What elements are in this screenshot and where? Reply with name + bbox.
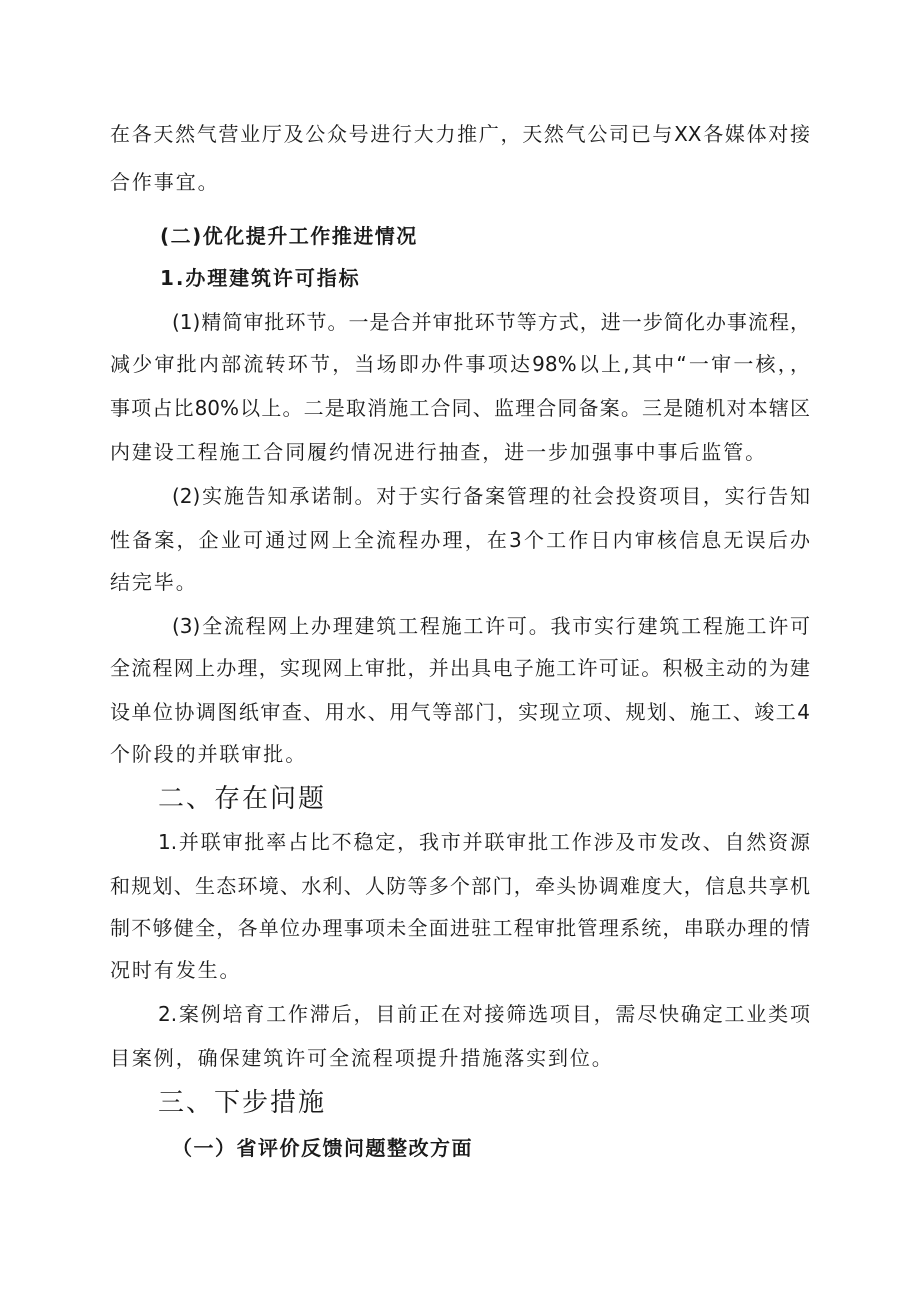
heading-next-steps: 三、下步措施 (158, 1088, 327, 1118)
p2-line-3: 结完毕。 (110, 570, 198, 594)
item-1-heading: 1.办理建筑许可指标 (160, 266, 361, 290)
heading-problems: 二、存在问题 (158, 784, 327, 814)
q1-line-3: 制不够健全，各单位办理事项未全面进驻工程审批管理系统，串联办理的情 (110, 916, 810, 940)
intro-line-2: 合作事宜。 (110, 170, 220, 194)
p2-line-1: (2)实施告知承诺制。对于实行备案管理的社会投资项目，实行告知 (172, 484, 810, 508)
p3-line-1: (3)全流程网上办理建筑工程施工许可。我市实行建筑工程施工许可 (172, 614, 810, 638)
sub-heading-1: （一）省评价反馈问题整改方面 (172, 1136, 473, 1160)
p1-line-2: 减少审批内部流转环节，当场即办件事项达98%以上,其中“一审一核，， (110, 352, 810, 376)
q2-line-1: 2.案例培育工作滞后，目前正在对接筛选项目，需尽快确定工业类项 (158, 1002, 810, 1026)
q2-line-2: 目案例，确保建筑许可全流程项提升措施落实到位。 (110, 1046, 614, 1070)
p1-line-4: 内建设工程施工合同履约情况进行抽查，进一步加强事中事后监管。 (110, 440, 767, 464)
p3-line-4: 个阶段的并联审批。 (110, 742, 308, 766)
p3-line-3: 设单位协调图纸审查、用水、用气等部门，实现立项、规划、施工、竣工4 (110, 700, 810, 724)
q1-line-1: 1.并联审批率占比不稳定，我市并联审批工作涉及市发改、自然资源 (158, 830, 810, 854)
p1-line-3: 事项占比80%以上。二是取消施工合同、监理合同备案。三是随机对本辖区 (110, 396, 810, 420)
p3-line-2: 全流程网上办理，实现网上审批，并出具电子施工许可证。积极主动的为建 (110, 656, 810, 680)
section-2-heading: (二)优化提升工作推进情况 (160, 224, 418, 248)
intro-line-1: 在各天然气营业厅及公众号进行大力推广，天然气公司已与XX各媒体对接 (110, 122, 810, 146)
q1-line-4: 况时有发生。 (110, 958, 242, 982)
q1-line-2: 和规划、生态环境、水利、人防等多个部门，牵头协调难度大，信息共享机 (110, 874, 810, 898)
p2-line-2: 性备案，企业可通过网上全流程办理，在3个工作日内审核信息无误后办 (110, 528, 810, 552)
p1-line-1: (1)精简审批环节。一是合并审批环节等方式，进一步简化办事流程， (172, 310, 810, 334)
